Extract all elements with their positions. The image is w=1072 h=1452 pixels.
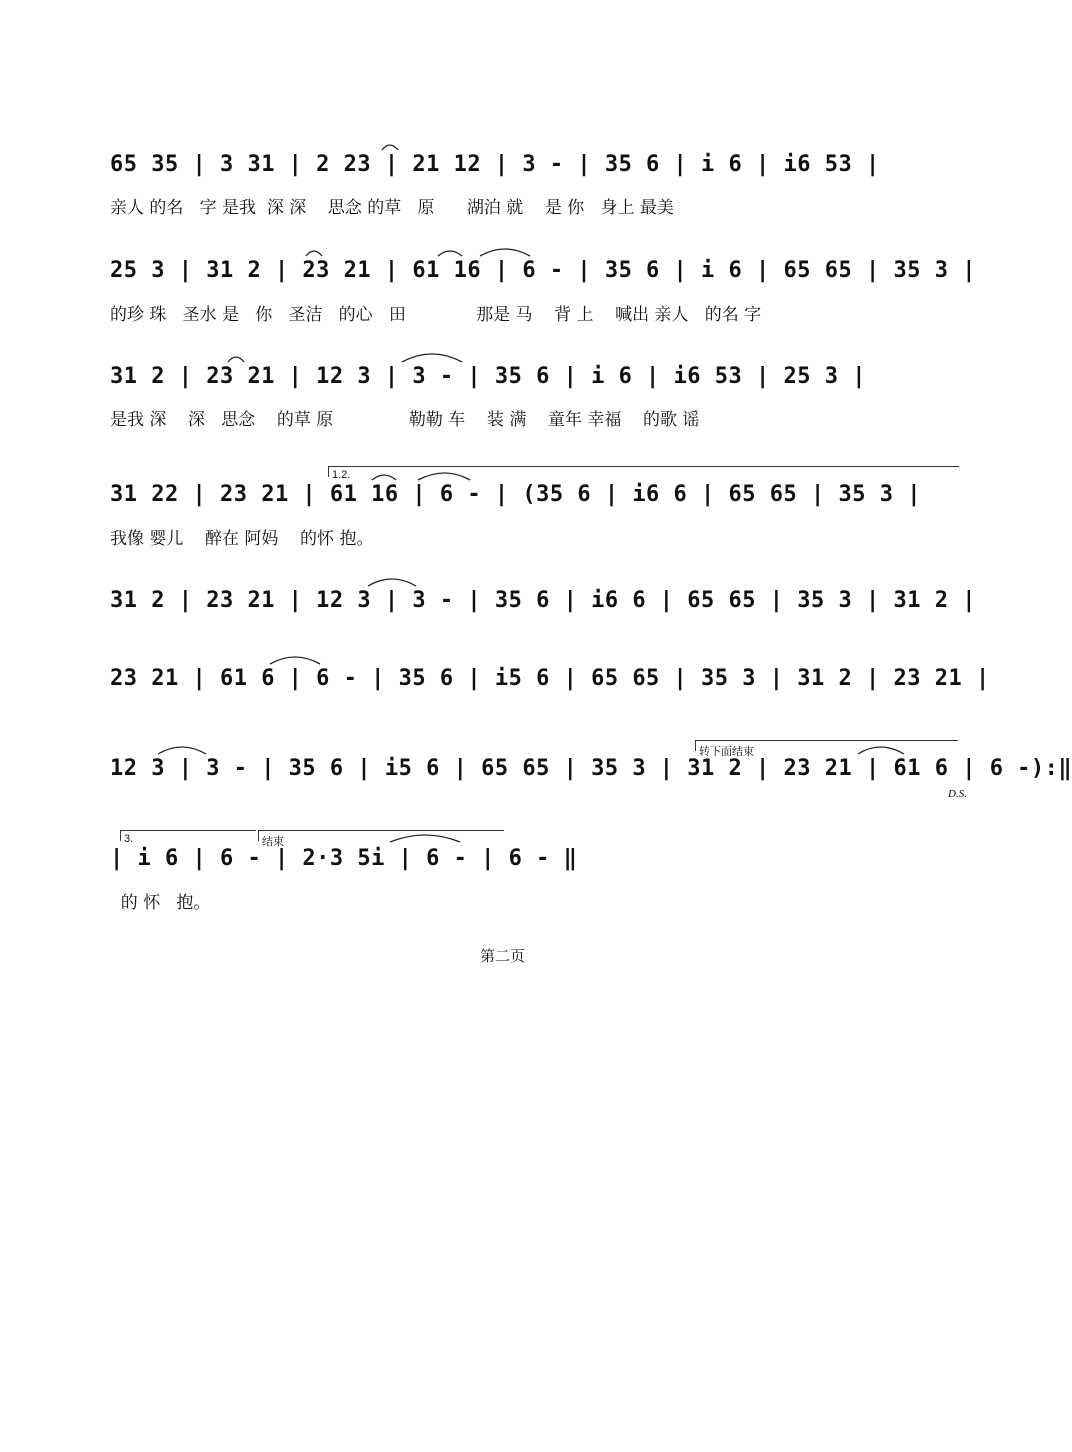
- notation-line-7: 12 3 | 3 - | 35 6 | i5 6 | 65 65 | 35 3 | 31 2 | 23 21 | 61 6 | 6 -):‖: [110, 756, 1072, 781]
- page-number: 第二页: [479, 947, 525, 965]
- notation-line-3: 31 2 | 23 21 | 12 3 | 3 - | 35 6 | i 6 | i6 53 | 25 3 |: [110, 364, 866, 389]
- volta-label-end: 结束: [262, 836, 284, 848]
- notation-line-2: 25 3 | 31 2 | 23 21 | 61 16 | 6 - | 35 6 | i 6 | 65 65 | 35 3 |: [110, 258, 976, 283]
- volta-label-turn: 转下面结束: [699, 746, 754, 758]
- notation-line-1: 65 35 | 3 31 | 2 23 | 21 12 | 3 - | 35 6 | i 6 | i6 53 |: [110, 152, 880, 177]
- lyrics-line-3: 是我 深 深 思念 的草 原 勒勒 车 装 满 童年 幸福 的歌 谣: [110, 410, 700, 430]
- notation-line-8: | i 6 | 6 - | 2·3 5i | 6 - | 6 - ‖: [110, 846, 578, 871]
- volta-label-3: 3.: [124, 833, 134, 845]
- lyrics-line-8: 的 怀 抱。: [110, 893, 211, 913]
- notation-line-4: 31 22 | 23 21 | 61 16 | 6 - | (35 6 | i6 6 | 65 65 | 35 3 |: [110, 482, 921, 507]
- lyrics-line-2: 的珍 珠 圣水 是 你 圣洁 的心 田 那是 马 背 上 喊出 亲人 的名 字: [110, 305, 762, 325]
- lyrics-line-4: 我像 婴儿 醉在 阿妈 的怀 抱。: [110, 529, 374, 549]
- notation-line-5: 31 2 | 23 21 | 12 3 | 3 - | 35 6 | i6 6 | 65 65 | 35 3 | 31 2 |: [110, 588, 976, 613]
- notation-line-6: 23 21 | 61 6 | 6 - | 35 6 | i5 6 | 65 65 | 35 3 | 31 2 | 23 21 |: [110, 666, 990, 691]
- ds-marking: D.S.: [948, 788, 967, 800]
- volta-label-1-2: 1.2.: [332, 469, 351, 481]
- lyrics-line-1: 亲人 的名 字 是我 深 深 思念 的草 原 湖泊 就 是 你 身上 最美: [110, 198, 674, 218]
